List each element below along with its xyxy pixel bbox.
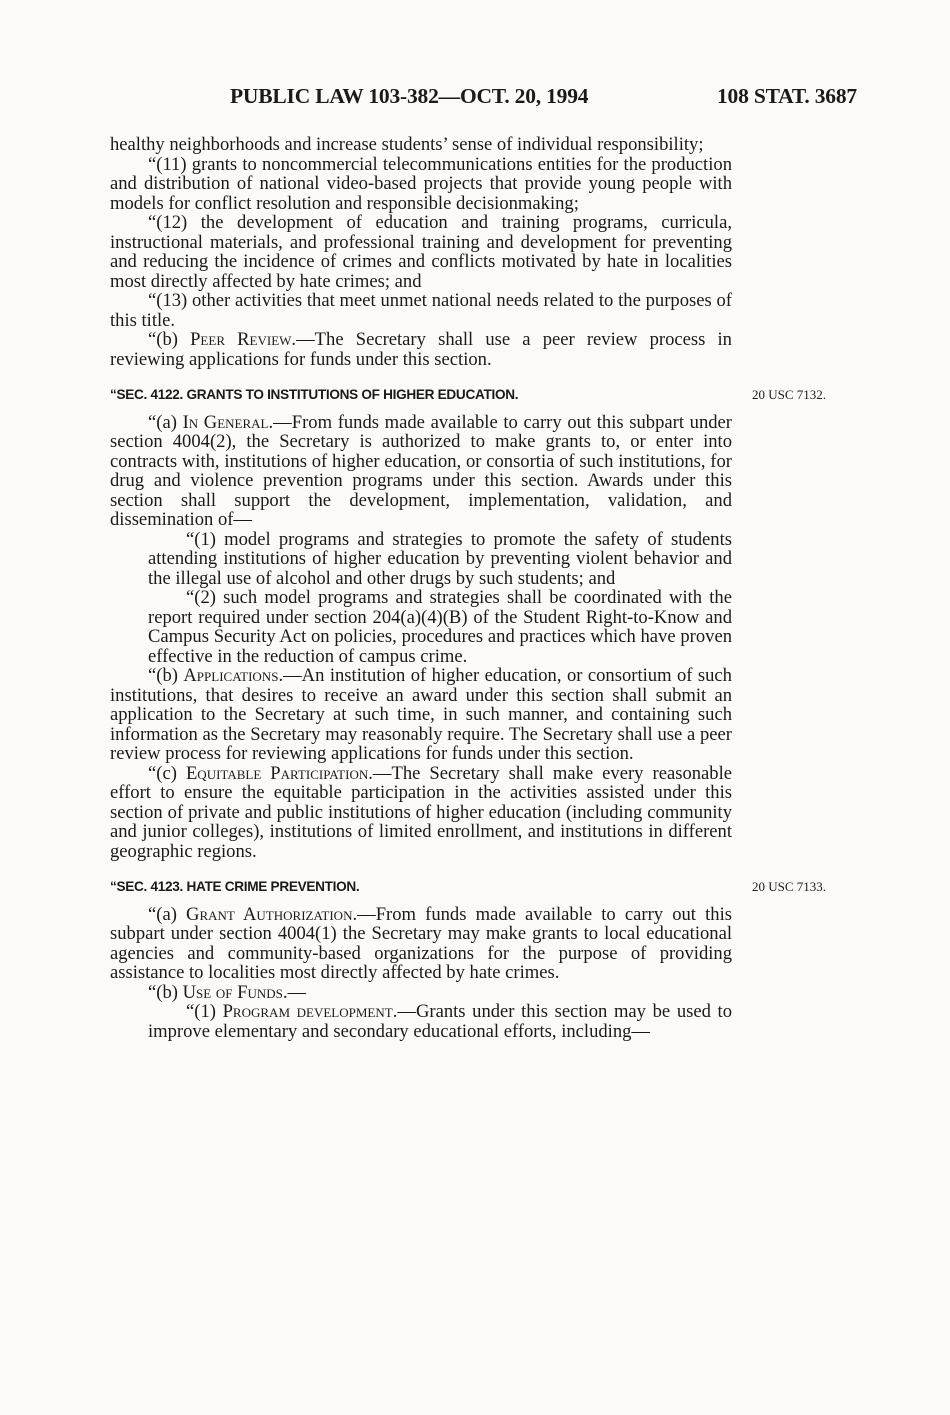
paragraph — [110, 413, 732, 530]
paragraph-lead: “(b) — [148, 665, 184, 686]
margin-citation: 20 USC 7132. — [752, 387, 827, 402]
paragraph-lead: “(a) — [148, 411, 183, 433]
paragraph — [110, 330, 732, 369]
header-stat-page: 108 STAT. 3687 — [717, 84, 857, 108]
section-title: “SEC. 4122. GRANTS TO INSTITUTIONS OF HIGHER EDUCATION. — [110, 387, 519, 402]
paragraph — [110, 666, 732, 764]
paragraph-heading: Equitable Participation — [185, 762, 369, 784]
paragraph-heading: Grant Authorization — [186, 903, 353, 925]
paragraph-text: .—Grants under this section may be used to improve elementary and secondary educational efforts, including— — [148, 1001, 733, 1042]
paragraph-text: .—The Secretary shall make every reasonable effort to ensure the equitable participation in the activities assisted under this section of private and public institutions of higher education (including community and junior colleges), institutions of limited enrollment, and institutions in different geographic regions. — [110, 762, 733, 862]
page-body — [110, 134, 827, 1042]
paragraph-lead: “(b) — [148, 329, 191, 350]
paragraph: “(2) such model programs and strategies shall be coordinated with the report required under section 204(a)(4)(B) of the Student Right-to-Know and Campus Security Act on policies, procedures and practices which have proven effective in the reduction of campus crime. — [148, 587, 732, 667]
paragraph — [110, 983, 732, 1003]
paragraph — [110, 905, 732, 983]
paragraph: healthy neighborhoods and increase students’ sense of individual responsibility; — [110, 134, 704, 155]
running-header — [0, 84, 950, 118]
paragraph-heading: Use of Funds — [182, 981, 283, 1003]
paragraph: “(11) grants to noncommercial telecommunications entities for the production and distribution of national video-based projects that provide young people with models for conflict resolution and responsible decisionmaking; — [110, 153, 732, 214]
paragraph — [110, 764, 732, 862]
paragraph — [110, 1002, 732, 1041]
paragraph-heading: In General — [182, 411, 269, 433]
paragraph-heading: Peer Review — [190, 329, 292, 350]
paragraph-text: .—An institution of higher education, or consortium of such institutions, that desires to receive an award under this section shall submit an application to the Secretary at such time, in such manner, and containing such information as the Secretary may reasonably require. The Secretary shall use a peer review process for reviewing applications for funds under this section. — [110, 665, 732, 764]
paragraph-lead: “(c) — [148, 762, 186, 784]
section-heading — [110, 877, 827, 897]
paragraph-text: .— — [282, 981, 307, 1003]
header-law-citation: PUBLIC LAW 103-382—OCT. 20, 1994 — [230, 84, 589, 108]
margin-citation: 20 USC 7133. — [752, 879, 827, 894]
paragraph-text: .—The Secretary shall use a peer review process in reviewing applications for funds under this section. — [110, 329, 732, 370]
section-heading — [110, 385, 827, 405]
section-title: “SEC. 4123. HATE CRIME PREVENTION. — [110, 879, 360, 894]
paragraph: “(1) model programs and strategies to promote the safety of students attending institutions of higher education by preventing violent behavior and the illegal use of alcohol and other drugs by such students; and — [148, 528, 732, 589]
paragraph-lead: “(a) — [148, 903, 187, 925]
paragraph: “(12) the development of education and training programs, curricula, instructional materials, and professional training and development for preventing and reducing the incidence of crimes and conflicts motivated by hate in localities most directly affected by hate crimes; and — [110, 212, 732, 292]
paragraph-lead: “(1) — [186, 1001, 223, 1022]
paragraph-lead: “(b) — [148, 981, 183, 1003]
paragraph-text: .—From funds made available to carry out this subpart under section 4004(1) the Secretary may make grants to local educational agencies and community-based organizations for the purpose of providing assistance to localities most directly affected by hate crimes. — [110, 903, 732, 983]
paragraph-heading: Applications — [183, 665, 279, 686]
paragraph-heading: Program development — [222, 1001, 393, 1022]
paragraph: “(13) other activities that meet unmet national needs related to the purposes of this title. — [110, 290, 732, 331]
paragraph-text: .—From funds made available to carry out this subpart under section 4004(2), the Secretary is authorized to make grants to, or enter into contracts with, institutions of higher education, or consortia of such institutions, for drug and violence prevention programs under this section. Awards under this section shall support the development, implementation, validation, and dissemination of— — [110, 411, 732, 530]
